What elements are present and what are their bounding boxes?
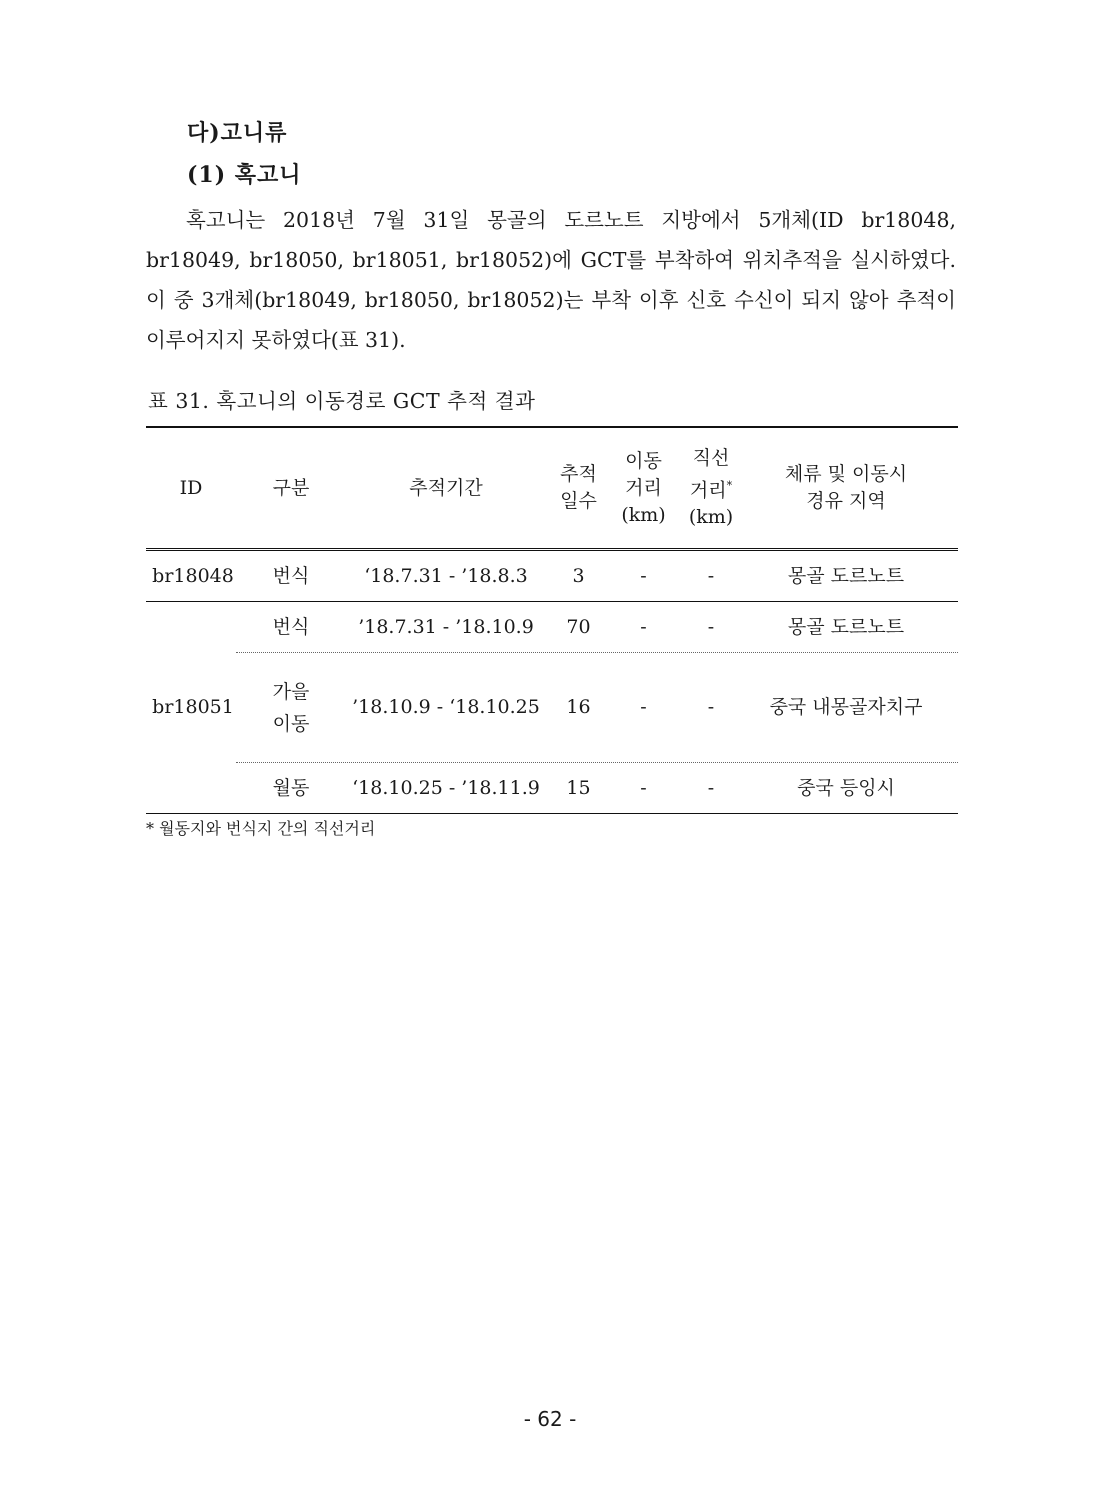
header-id-label: ID (179, 476, 203, 499)
table-cell-straight: - (707, 564, 715, 587)
table-cell-period: ’18.7.31 - ’18.10.9 (358, 615, 534, 638)
header-type (236, 428, 346, 548)
header-straight-line1: 직선 (692, 446, 730, 469)
header-id (146, 428, 236, 548)
table-cell-move: - (640, 564, 647, 587)
type-line1: 가을 (272, 680, 310, 703)
table-cell-region: 중국 내몽골자치구 (769, 696, 923, 718)
table-cell-period: ‘18.7.31 - ’18.8.3 (364, 564, 528, 587)
header-footnote-mark: * (726, 478, 733, 492)
table-cell-type (236, 653, 346, 762)
table-cell-straight: - (707, 615, 715, 638)
page-number: - 62 - (523, 1407, 577, 1431)
header-straight-line3: (km) (688, 506, 734, 529)
table-cell-move: - (640, 696, 647, 718)
table-footnote: * 월동지와 번식지 간의 직선거리 (146, 819, 376, 838)
table-cell-id: br18051 (152, 696, 234, 718)
table-cell-move: - (640, 615, 647, 638)
table-cell-days: 3 (572, 564, 585, 587)
section-heading: 다)고니류 (187, 120, 288, 146)
header-move-line1: 이동 (625, 449, 662, 472)
header-region-line2: 경유 지역 (806, 490, 886, 512)
table-cell-days: 70 (566, 615, 591, 638)
table-cell-straight: - (707, 776, 715, 799)
table-cell-type: 번식 (272, 564, 310, 587)
header-type-label: 구분 (272, 476, 310, 499)
body-paragraph: 혹고니는 2018년 7월 31일 몽골의 도르노트 지방에서 5개체(ID br18048, br18049, br18050, br18051, br18052)에 GCT를 부착하여 위치추적을 실시하였다. 이 중 3개체(br18049, br18050, br18052)는 부착 이후 신호 수신이 되지 않아 추적이 이루어지지 못하였다(표 31). (146, 208, 956, 352)
table-cell-region: 몽골 도르노트 (787, 564, 905, 587)
table-caption: 표 31. 혹고니의 이동경로 GCT 추적 결과 (148, 389, 536, 413)
header-days (546, 428, 611, 548)
table-bottom-rule (146, 813, 958, 814)
table-cell-region: 중국 등잉시 (797, 776, 895, 799)
header-region (746, 428, 946, 548)
header-period (346, 428, 546, 548)
table-cell-region: 몽골 도르노트 (787, 615, 905, 638)
header-move-line2: 거리 (625, 476, 662, 499)
header-region-line1: 체류 및 이동시 (784, 463, 908, 485)
header-straight-text: 거리 (689, 479, 727, 502)
table-cell-type: 번식 (272, 615, 310, 638)
table-cell-type: 월동 (272, 776, 310, 799)
header-straight-distance (676, 428, 746, 548)
header-period-label: 추적기간 (409, 476, 483, 499)
table-cell-period: ‘18.10.25 - ’18.11.9 (352, 776, 540, 799)
table-cell-id: br18048 (152, 564, 234, 587)
table-cell-days: 16 (566, 696, 591, 718)
header-straight-line2 (690, 472, 732, 504)
table-cell-straight: - (707, 696, 715, 718)
table-cell-period: ’18.10.9 - ‘18.10.25 (352, 696, 540, 718)
type-line2: 이동 (272, 712, 310, 735)
subsection-heading: (1) 혹고니 (187, 162, 302, 188)
table-cell-move: - (640, 776, 647, 799)
header-days-line2: 일수 (560, 490, 597, 512)
header-days-line1: 추적 (560, 463, 597, 485)
header-move-line3: (km) (621, 503, 666, 526)
header-move-distance (611, 428, 676, 548)
table-cell-days: 15 (566, 776, 591, 799)
